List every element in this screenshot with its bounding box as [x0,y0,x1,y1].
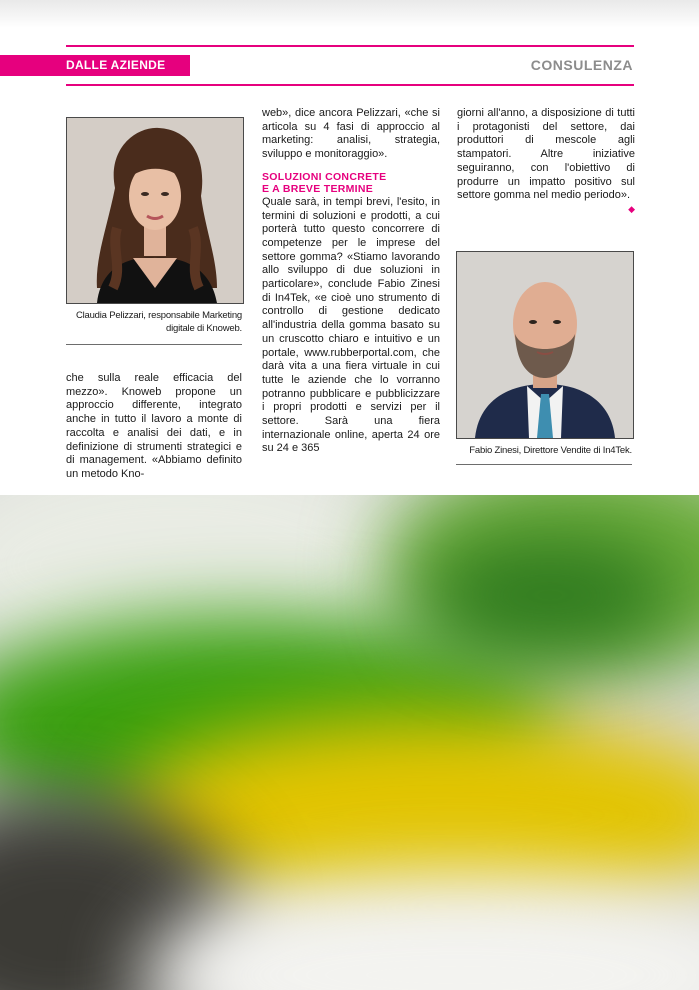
subheading-line-2: E A BREVE TERMINE [262,183,374,196]
subheading [262,171,440,196]
header-rule-bottom [66,84,634,86]
column-3-text: giorni all'anno, a disposizione di tutti i protagonisti del settore, dai produttori di mescole agli stampatori. Altre iniziative seguiranno, con l'obiettivo di produrre un impatto positivo sul settore gomma nel medio periodo». [457,107,635,202]
photo-caption-1: Claudia Pelizzari, responsabile Marketing digitale di Knoweb. [75,310,242,334]
article-column-3 [457,107,635,217]
page-top-shadow [0,0,699,28]
photo-caption-2: Fabio Zinesi, Direttore Vendite di In4Tek. [469,445,632,456]
portrait-woman-icon [67,118,243,303]
category-label: CONSULENZA [530,57,633,73]
caption-rule-2 [456,464,632,465]
column-2-body: Quale sarà, in tempi brevi, l'esito, in termini di soluzioni e prodotti, a cui porterà tutto questo concorrere di competenze per le imprese del settore gomma? «Stiamo lavorando allo sviluppo di due soluzioni in particolare», conclude Fabio Zinesi di In4Tek, «e cioè uno strumento di controllo di gestione dedicato all'industria della gomma basato su un cruscotto chiaro e intuitivo e un portale, www.rubberportal.com, che darà vita a una fiera virtuale in cui tutte le aziende che lo vorranno potranno pubblicare e pubblicizzare i propri prodotti e servizi per il settore. Sarà una fiera internazionale online, aperta 24 ore su 24 e 365 [262,195,440,455]
blurred-background-image [0,495,699,990]
subheading-line-1: SOLUZIONI CONCRETE [262,170,387,183]
photo-fabio-zinesi [456,251,634,439]
photo-claudia-pelizzari [66,117,244,304]
portrait-man-icon [457,252,633,438]
caption-rule-1 [66,344,242,345]
article-column-1: che sulla reale efficacia del mezzo». Knoweb propone un approccio differente, integrato anche in tutto il lavoro a monte di raccolta e analisi dei dati, e in definizione di strumenti strategici e di management. «Abbiamo definito un metodo Kno- [66,372,242,480]
column-2-intro: web», dice ancora Pelizzari, «che si articola su 4 fasi di approccio al marketing: analisi, strategia, sviluppo e monitoraggio». [262,107,440,161]
section-tag: DALLE AZIENDE [0,55,190,76]
end-diamond-icon: ◆ [628,203,635,214]
article-column-2 [262,107,440,456]
header-rule-top [66,45,634,47]
